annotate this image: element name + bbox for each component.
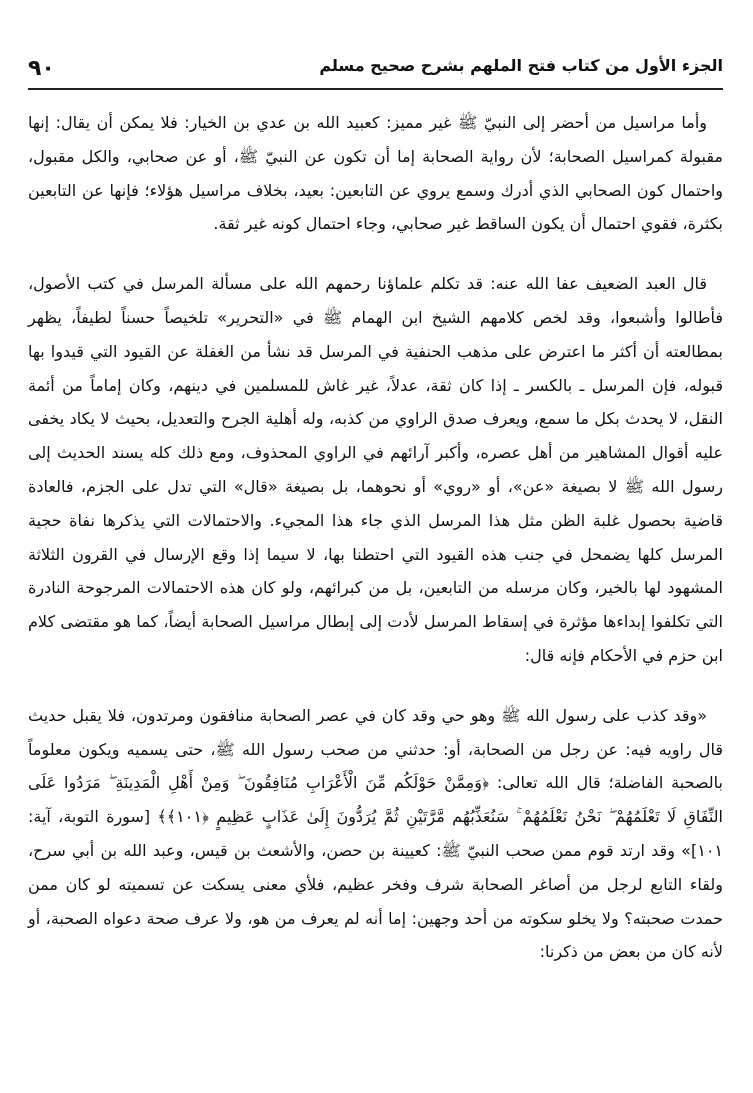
running-title: الجزء الأول من كتاب فتح الملهم بشرح صحيح مسلم	[319, 56, 723, 75]
body-text	[28, 106, 723, 969]
page-number: ٩٠	[28, 56, 55, 81]
paragraph-2: قال العبد الضعيف عفا الله عنه: قد تكلم علماؤنا رحمهم الله على مسألة المرسل في كتب الأصول، فأطالوا وأشبعوا، وقد لخص كلامهم الشيخ ابن الهمام ﷺ في «التحرير» تلخيصاً حسناً لطيفاً، يظهر بمطالعته أن أكثر ما اعترض على مذهب الحنفية في المرسل قد نشأ من الغفلة عن القيود التي قيدوا بها قبوله، فإن المرسل ـ بالكسر ـ إذا كان ثقة، عدلاً، غير غاش للمسلمين في دينهم، وكان إماماً من أئمة النقل، لا يحدث بكل ما سمع، ويعرف صدق الراوي من كذبه، وله أهلية الجرح والتعديل، بحيث لا يكاد يخفى عليه أقوال المشاهير من أهل عصره، وأكبر آرائهم في الراوي المحذوف، ومع ذلك كله يسند الحديث إلى رسول الله ﷺ لا بصيغة «عن»، أو «روي» أو نحوهما، بل بصيغة «قال» التي تدل على الجزم، فالعادة قاضية بحصول غلبة الظن مثل هذا المرسل الذي جاء هذا المجيء. والاحتمالات التي يذكرها نفاة حجية المرسل كلها يضمحل في جنب هذه القيود التي احتطنا بها، لا سيما إذا وقع الإرسال في القرون الثلاثة المشهود لها بالخير، وكان مرسله من التابعين، بل من كبرائهم، ولو كان هذه الاحتمالات المرجوحة النادرة التي تكلفوا إبداءها مؤثرة في إسقاط المرسل لأدت إلى إبطال مراسيل الصحابة أيضاً، كما هو مقتضى كلام ابن حزم في الأحكام فإنه قال:	[28, 274, 723, 665]
page-header	[28, 50, 723, 90]
paragraph-3: «وقد كذب على رسول الله ﷺ وهو حي وقد كان في عصر الصحابة منافقون ومرتدون، فلا يقبل حديث قال راويه فيه: عن رجل من الصحابة، أو: حدثني من صحب رسول الله ﷺ، حتى يسميه ويكون معلوماً بالصحبة الفاضلة؛ قال الله تعالى: ﴿وَمِمَّنْ حَوْلَكُم مِّنَ الْأَعْرَابِ مُنَافِقُونَ ۖ وَمِنْ أَهْلِ الْمَدِينَةِ ۖ مَرَدُوا عَلَى النِّفَاقِ لَا تَعْلَمُهُمْ ۖ نَحْنُ نَعْلَمُهُمْ ۚ سَنُعَذِّبُهُم مَّرَّتَيْنِ ثُمَّ يُرَدُّونَ إِلَىٰ عَذَابٍ عَظِيمٍ ﴿١٠١﴾﴾ [سورة التوبة، آية: ١٠١]» وقد ارتد قوم ممن صحب النبيّ ﷺ: كعيينة بن حصن، والأشعث بن قيس، وعبد الله بن أبي سرح، ولقاء التابع لرجل من أصاغر الصحابة شرف وفخر عظيم، فلأي معنى يسكت عن تسميته لو كان ممن حمدت صحبته؟ ولا يخلو سكوته من أحد وجهين: إما أنه لم يعرف من هو، ولا عرف صحة دعواه الصحبة، أو لأنه كان من بعض من ذكرنا:	[28, 705, 723, 962]
paragraph-1: وأما مراسيل من أحضر إلى النبيّ ﷺ غير مميز: كعبيد الله بن عدي بن الخيار: فلا يمكن أن يقال: إنها مقبولة كمراسيل الصحابة؛ لأن رواية الصحابة إما أن تكون عن النبيّ ﷺ، أو عن صحابي، والكل مقبول، واحتمال كون الصحابي الذي أدرك وسمع يروي عن التابعين: بعيد، بخلاف مراسيل هؤلاء؛ فإنها عن التابعين بكثرة، فقوي احتمال أن يكون الساقط غير صحابي، وجاء احتمال كونه غير ثقة.	[28, 113, 723, 234]
